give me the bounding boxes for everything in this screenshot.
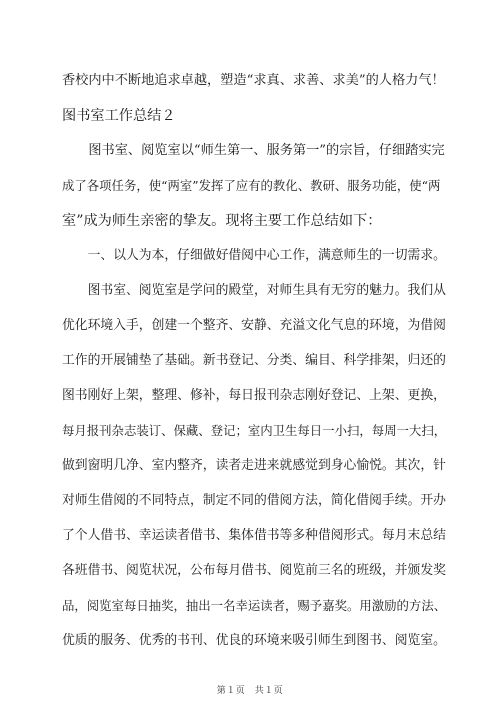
text-line: 工作的开展铺垫了基础。新书登记、分类、编目、科学排架，归还的 xyxy=(62,353,446,368)
text-line: 优化环境入手，创建一个整齐、安静、充溢文化气息的环境，为借阅 xyxy=(62,318,446,333)
text-line: 对师生借阅的不同特点，制定不同的借阅方法，简化借阅手续。开办 xyxy=(62,493,446,508)
text-line: 图书室、阅览室以“师生第一、服务第一”的宗旨，仔细踏实完 xyxy=(62,143,445,158)
section-heading: 图书室工作总结２ xyxy=(62,108,176,124)
text-line-continuation: 香校内中不断地追求卓越，塑造“求真、求善、求美”的人格力气！ xyxy=(62,73,445,88)
text-line: 图书刚好上架，整理、修补，每日报刊杂志刚好登记、上架、更换， xyxy=(62,388,446,403)
text-line: 做到窗明几净、室内整齐，读者走进来就感觉到身心愉悦。其次，针 xyxy=(62,458,446,473)
text-line: 成了各项任务，使“两室”发挥了应有的教化、教研、服务功能，使“两 xyxy=(62,178,441,193)
text-line: 了个人借书、幸运读者借书、集体借书等多种借阅形式。每月末总结 xyxy=(62,528,446,543)
text-line: 各班借书、阅览状况，公布每月借书、阅览前三名的班级，并颁发奖 xyxy=(62,563,446,578)
text-line: 品，阅览室每日抽奖，抽出一名幸运读者，赐予嘉奖。用激励的方法、 xyxy=(62,598,447,613)
text-line: 图书室、阅览室是学问的殿堂，对师生具有无穷的魅力。我们从 xyxy=(62,283,446,298)
text-line: 室”成为师生亲密的挚友。现将主要工作总结如下： xyxy=(62,213,382,229)
text-line: 每月报刊杂志装订、保藏、登记；室内卫生每日一小扫，每周一大扫， xyxy=(62,423,447,438)
subheading-line: 一、以人为本，仔细做好借阅中心工作，满意师生的一切需求。 xyxy=(62,248,446,263)
page-footer: 第１页 共１页 xyxy=(216,686,284,696)
text-line: 优质的服务、优秀的书刊、优良的环境来吸引师生到图书、阅览室。 xyxy=(62,633,446,648)
